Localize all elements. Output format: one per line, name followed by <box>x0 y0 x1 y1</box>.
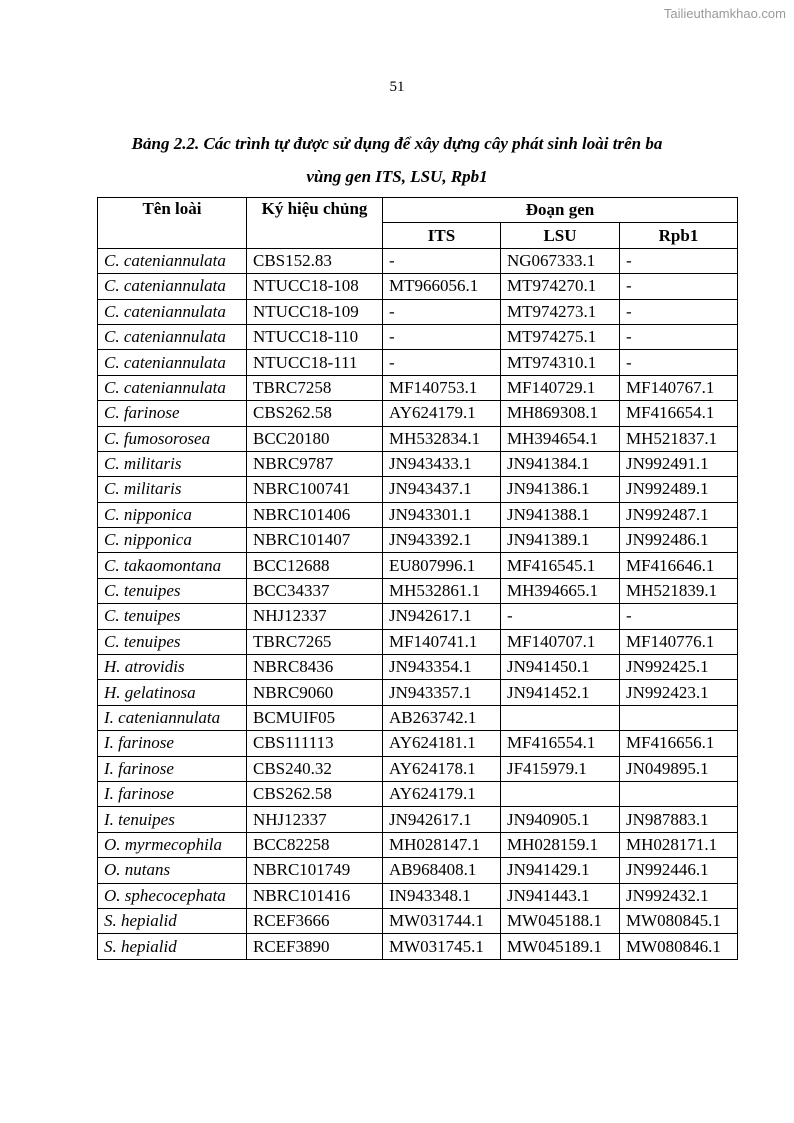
strain-cell: BCC82258 <box>247 832 383 857</box>
rpb1-cell: JN987883.1 <box>620 807 738 832</box>
species-cell: C. militaris <box>98 451 247 476</box>
species-cell: C. takaomontana <box>98 553 247 578</box>
species-cell: C. cateniannulata <box>98 324 247 349</box>
strain-cell: NBRC100741 <box>247 477 383 502</box>
lsu-cell: MT974275.1 <box>501 324 620 349</box>
strain-cell: TBRC7258 <box>247 375 383 400</box>
strain-cell: BCC20180 <box>247 426 383 451</box>
strain-cell: NBRC101406 <box>247 502 383 527</box>
lsu-cell: JN941443.1 <box>501 883 620 908</box>
strain-cell: TBRC7265 <box>247 629 383 654</box>
table-row <box>98 858 738 883</box>
table-row <box>98 731 738 756</box>
rpb1-cell: MH028171.1 <box>620 832 738 857</box>
species-cell: C. fumosorosea <box>98 426 247 451</box>
species-cell: C. tenuipes <box>98 578 247 603</box>
strain-cell: NTUCC18-108 <box>247 274 383 299</box>
rpb1-cell: MF416654.1 <box>620 401 738 426</box>
strain-cell: RCEF3890 <box>247 934 383 959</box>
strain-cell: RCEF3666 <box>247 908 383 933</box>
its-cell: AY624179.1 <box>383 401 501 426</box>
lsu-cell: MT974273.1 <box>501 299 620 324</box>
table-row <box>98 350 738 375</box>
strain-cell: CBS262.58 <box>247 781 383 806</box>
table-row <box>98 756 738 781</box>
lsu-cell: JN941388.1 <box>501 502 620 527</box>
species-cell: I. cateniannulata <box>98 705 247 730</box>
sequence-table <box>97 197 738 960</box>
strain-cell: CBS262.58 <box>247 401 383 426</box>
rpb1-cell: JN049895.1 <box>620 756 738 781</box>
strain-cell: NTUCC18-110 <box>247 324 383 349</box>
lsu-cell: MT974270.1 <box>501 274 620 299</box>
lsu-cell: JN941389.1 <box>501 528 620 553</box>
its-cell: JN942617.1 <box>383 807 501 832</box>
its-cell: MF140753.1 <box>383 375 501 400</box>
strain-cell: NTUCC18-109 <box>247 299 383 324</box>
page-number: 51 <box>389 79 405 95</box>
species-cell: C. cateniannulata <box>98 274 247 299</box>
rpb1-cell <box>620 781 738 806</box>
its-cell: JN943392.1 <box>383 528 501 553</box>
table-row <box>98 299 738 324</box>
its-cell: MF140741.1 <box>383 629 501 654</box>
species-cell: C. cateniannulata <box>98 248 247 273</box>
its-cell: AB968408.1 <box>383 858 501 883</box>
table-row <box>98 502 738 527</box>
rpb1-cell: - <box>620 299 738 324</box>
header-strain: Ký hiệu chủng <box>247 198 383 249</box>
table-row <box>98 934 738 959</box>
strain-cell: BCC34337 <box>247 578 383 603</box>
rpb1-cell: JN992432.1 <box>620 883 738 908</box>
its-cell: MT966056.1 <box>383 274 501 299</box>
lsu-cell <box>501 781 620 806</box>
rpb1-cell: - <box>620 350 738 375</box>
strain-cell: NBRC101416 <box>247 883 383 908</box>
rpb1-cell: - <box>620 274 738 299</box>
species-cell: C. tenuipes <box>98 629 247 654</box>
species-cell: S. hepialid <box>98 934 247 959</box>
its-cell: AB263742.1 <box>383 705 501 730</box>
lsu-cell: MH028159.1 <box>501 832 620 857</box>
lsu-cell: MW045189.1 <box>501 934 620 959</box>
table-row <box>98 680 738 705</box>
strain-cell: NBRC9787 <box>247 451 383 476</box>
table-row <box>98 248 738 273</box>
lsu-cell: MF140729.1 <box>501 375 620 400</box>
rpb1-cell: JN992489.1 <box>620 477 738 502</box>
lsu-cell: MH394665.1 <box>501 578 620 603</box>
rpb1-cell: MH521839.1 <box>620 578 738 603</box>
species-cell: C. cateniannulata <box>98 299 247 324</box>
species-cell: C. farinose <box>98 401 247 426</box>
watermark-text: Tailieuthamkhao.com <box>663 6 786 21</box>
table-row <box>98 781 738 806</box>
species-cell: H. atrovidis <box>98 655 247 680</box>
strain-cell: NTUCC18-111 <box>247 350 383 375</box>
table-row <box>98 553 738 578</box>
lsu-cell: JN941429.1 <box>501 858 620 883</box>
lsu-cell: MH394654.1 <box>501 426 620 451</box>
its-cell: AY624179.1 <box>383 781 501 806</box>
species-cell: O. nutans <box>98 858 247 883</box>
rpb1-cell <box>620 705 738 730</box>
lsu-cell: MF416545.1 <box>501 553 620 578</box>
table-row <box>98 832 738 857</box>
lsu-cell: MH869308.1 <box>501 401 620 426</box>
strain-cell: NBRC8436 <box>247 655 383 680</box>
table-row <box>98 401 738 426</box>
header-rpb1: Rpb1 <box>620 223 738 248</box>
its-cell: - <box>383 350 501 375</box>
its-cell: - <box>383 248 501 273</box>
rpb1-cell: MF140776.1 <box>620 629 738 654</box>
its-cell: - <box>383 324 501 349</box>
rpb1-cell: MF416656.1 <box>620 731 738 756</box>
rpb1-cell: MF416646.1 <box>620 553 738 578</box>
table-body <box>98 248 738 959</box>
rpb1-cell: - <box>620 324 738 349</box>
lsu-cell: MF140707.1 <box>501 629 620 654</box>
its-cell: JN943357.1 <box>383 680 501 705</box>
lsu-cell: JN941386.1 <box>501 477 620 502</box>
lsu-cell: NG067333.1 <box>501 248 620 273</box>
strain-cell: CBS240.32 <box>247 756 383 781</box>
species-cell: C. tenuipes <box>98 604 247 629</box>
table-caption-line-2: vùng gen ITS, LSU, Rpb1 <box>306 167 488 186</box>
its-cell: AY624181.1 <box>383 731 501 756</box>
strain-cell: CBS111113 <box>247 731 383 756</box>
header-gene-region: Đoạn gen <box>383 198 738 223</box>
rpb1-cell: JN992486.1 <box>620 528 738 553</box>
species-cell: S. hepialid <box>98 908 247 933</box>
rpb1-cell: MH521837.1 <box>620 426 738 451</box>
strain-cell: NHJ12337 <box>247 807 383 832</box>
table-row <box>98 578 738 603</box>
rpb1-cell: JN992446.1 <box>620 858 738 883</box>
rpb1-cell: MF140767.1 <box>620 375 738 400</box>
rpb1-cell: - <box>620 604 738 629</box>
header-its: ITS <box>383 223 501 248</box>
its-cell: JN943301.1 <box>383 502 501 527</box>
species-cell: I. tenuipes <box>98 807 247 832</box>
lsu-cell: JN941384.1 <box>501 451 620 476</box>
its-cell: EU807996.1 <box>383 553 501 578</box>
species-cell: H. gelatinosa <box>98 680 247 705</box>
its-cell: AY624178.1 <box>383 756 501 781</box>
table-caption-line-1: Bảng 2.2. Các trình tự được sử dụng để xây dựng cây phát sinh loài trên ba <box>131 134 663 153</box>
table-row <box>98 375 738 400</box>
strain-cell: NBRC101407 <box>247 528 383 553</box>
its-cell: MW031744.1 <box>383 908 501 933</box>
its-cell: IN943348.1 <box>383 883 501 908</box>
species-cell: C. militaris <box>98 477 247 502</box>
table-row <box>98 426 738 451</box>
table-row <box>98 629 738 654</box>
lsu-cell: MT974310.1 <box>501 350 620 375</box>
lsu-cell: JN941452.1 <box>501 680 620 705</box>
strain-cell: CBS152.83 <box>247 248 383 273</box>
table-row <box>98 528 738 553</box>
its-cell: JN942617.1 <box>383 604 501 629</box>
strain-cell: BCMUIF05 <box>247 705 383 730</box>
header-lsu: LSU <box>501 223 620 248</box>
rpb1-cell: MW080845.1 <box>620 908 738 933</box>
table-row <box>98 274 738 299</box>
table-row <box>98 655 738 680</box>
its-cell: MH532834.1 <box>383 426 501 451</box>
species-cell: O. sphecocephata <box>98 883 247 908</box>
species-cell: I. farinose <box>98 731 247 756</box>
species-cell: C. nipponica <box>98 502 247 527</box>
its-cell: JN943437.1 <box>383 477 501 502</box>
lsu-cell: MF416554.1 <box>501 731 620 756</box>
its-cell: MH532861.1 <box>383 578 501 603</box>
lsu-cell: JN941450.1 <box>501 655 620 680</box>
its-cell: JN943433.1 <box>383 451 501 476</box>
strain-cell: NBRC9060 <box>247 680 383 705</box>
strain-cell: BCC12688 <box>247 553 383 578</box>
lsu-cell: JN940905.1 <box>501 807 620 832</box>
rpb1-cell: JN992423.1 <box>620 680 738 705</box>
its-cell: MH028147.1 <box>383 832 501 857</box>
species-cell: O. myrmecophila <box>98 832 247 857</box>
rpb1-cell: MW080846.1 <box>620 934 738 959</box>
its-cell: JN943354.1 <box>383 655 501 680</box>
strain-cell: NBRC101749 <box>247 858 383 883</box>
species-cell: C. cateniannulata <box>98 375 247 400</box>
lsu-cell: MW045188.1 <box>501 908 620 933</box>
rpb1-cell: JN992487.1 <box>620 502 738 527</box>
species-cell: C. cateniannulata <box>98 350 247 375</box>
its-cell: MW031745.1 <box>383 934 501 959</box>
its-cell: - <box>383 299 501 324</box>
table-row <box>98 477 738 502</box>
header-species: Tên loài <box>98 198 247 249</box>
table-row <box>98 451 738 476</box>
table-row <box>98 324 738 349</box>
rpb1-cell: JN992491.1 <box>620 451 738 476</box>
table-row <box>98 883 738 908</box>
table-row <box>98 807 738 832</box>
table-row <box>98 604 738 629</box>
lsu-cell: - <box>501 604 620 629</box>
rpb1-cell: - <box>620 248 738 273</box>
rpb1-cell: JN992425.1 <box>620 655 738 680</box>
species-cell: I. farinose <box>98 756 247 781</box>
table-row <box>98 705 738 730</box>
species-cell: I. farinose <box>98 781 247 806</box>
strain-cell: NHJ12337 <box>247 604 383 629</box>
lsu-cell: JF415979.1 <box>501 756 620 781</box>
species-cell: C. nipponica <box>98 528 247 553</box>
lsu-cell <box>501 705 620 730</box>
table-row <box>98 908 738 933</box>
